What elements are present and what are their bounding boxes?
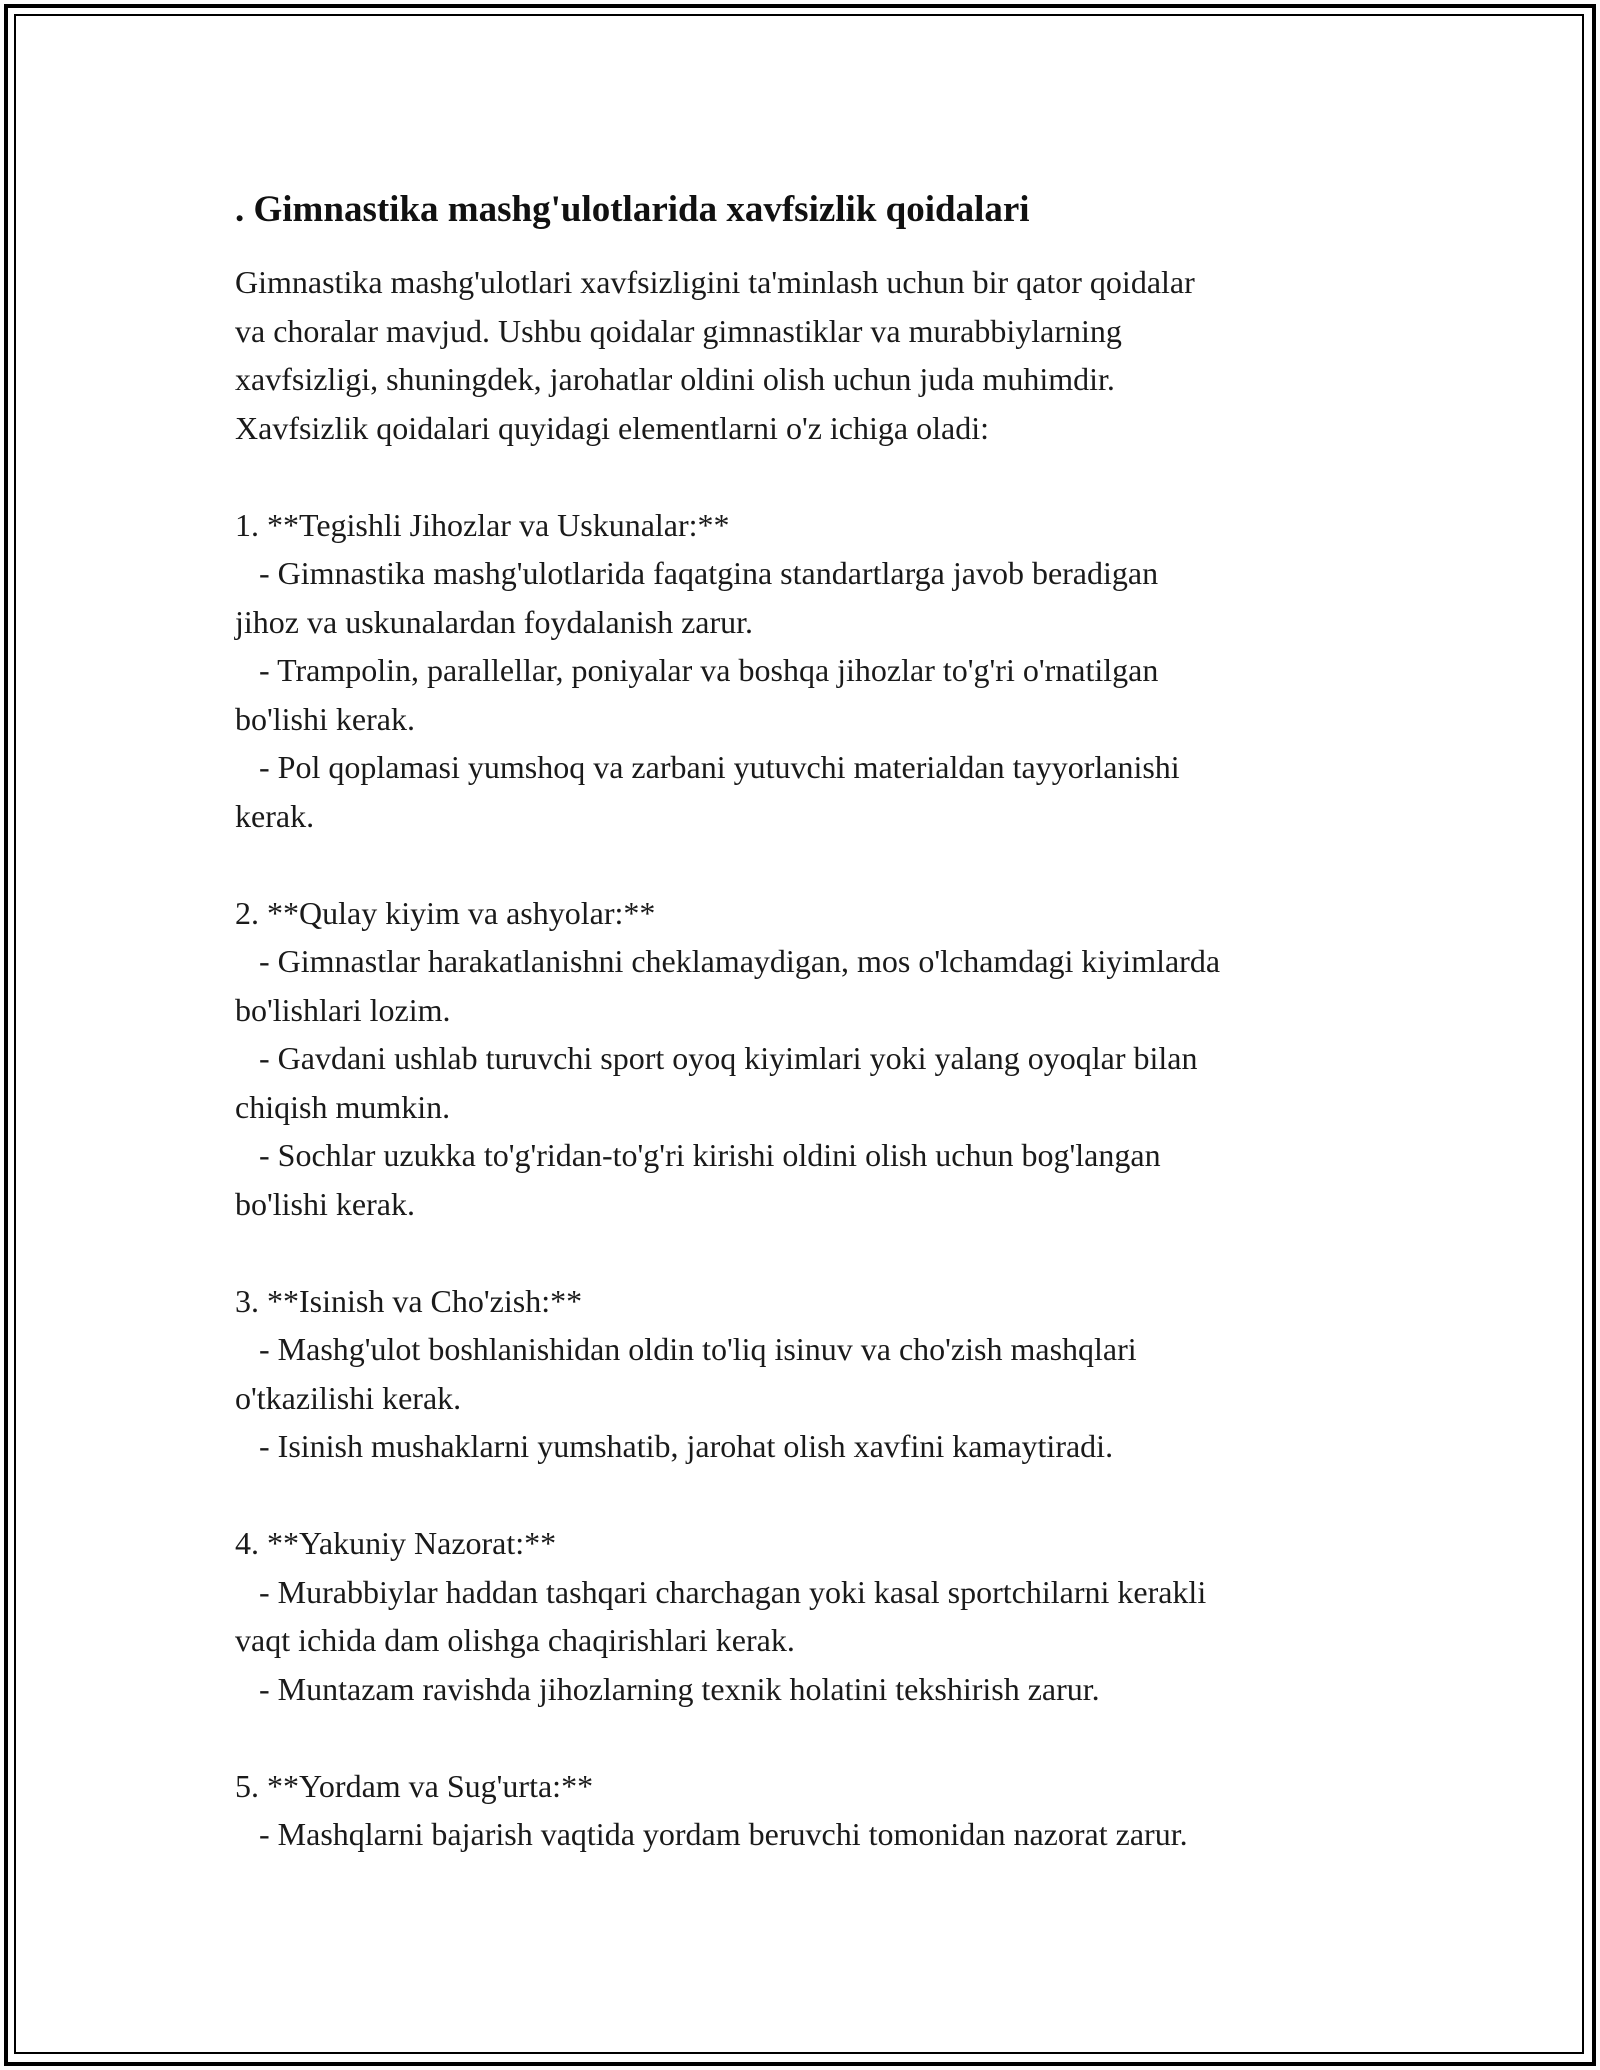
text-line: 5. **Yordam va Sug'urta:** <box>235 1767 594 1804</box>
document-body <box>235 186 1395 1859</box>
text-line: jihoz va uskunalardan foydalanish zarur. <box>235 603 754 640</box>
text-line: - Mashqlarni bajarish vaqtida yordam beruvchi tomonidan nazorat zarur. <box>235 1816 1188 1852</box>
document-title: . Gimnastika mashg'ulotlarida xavfsizlik qoidalari <box>235 189 1030 230</box>
text-line: bo'lishi kerak. <box>235 700 415 737</box>
text-line: o'tkazilishi kerak. <box>235 1379 462 1416</box>
text-line: - Gavdani ushlab turuvchi sport oyoq kiyimlari yoki yalang oyoqlar bilan <box>235 1040 1198 1076</box>
blank-line <box>235 452 1395 501</box>
text-line: - Mashg'ulot boshlanishidan oldin to'liq isinuv va cho'zish mashqlari <box>235 1331 1137 1367</box>
text-line: chiqish mumkin. <box>235 1088 451 1125</box>
text-line: - Gimnastlar harakatlanishni cheklamaydigan, mos o'lchamdagi kiyimlarda <box>235 943 1221 979</box>
text-line: bo'lishi kerak. <box>235 1185 415 1222</box>
blank-line <box>235 840 1395 889</box>
text-line: Xavfsizlik qoidalari quyidagi elementlarni o'z ichiga oladi: <box>235 409 989 446</box>
text-line: 4. **Yakuniy Nazorat:** <box>235 1525 557 1561</box>
text-line: 3. **Isinish va Cho'zish:** <box>235 1282 583 1319</box>
text-line: - Murabbiylar haddan tashqari charchagan yoki kasal sportchilarni kerakli <box>235 1573 1207 1610</box>
text-line: kerak. <box>235 797 315 834</box>
text-line: - Trampolin, parallellar, poniyalar va boshqa jihozlar to'g'ri o'rnatilgan <box>235 652 1159 688</box>
text-line: 2. **Qulay kiyim va ashyolar:** <box>235 894 656 931</box>
document-text <box>235 258 1395 1859</box>
text-line: 1. **Tegishli Jihozlar va Uskunalar:** <box>235 506 730 543</box>
text-line: bo'lishlari lozim. <box>235 991 451 1028</box>
blank-line <box>235 1471 1395 1520</box>
text-line: xavfsizligi, shuningdek, jarohatlar oldini olish uchun juda muhimdir. <box>235 361 1115 397</box>
text-line: - Sochlar uzukka to'g'ridan-to'g'ri kirishi oldini olish uchun bog'langan <box>235 1137 1161 1173</box>
text-line: vaqt ichida dam olishga chaqirishlari kerak. <box>235 1622 795 1658</box>
text-line: - Gimnastika mashg'ulotlarida faqatgina standartlarga javob beradigan <box>235 555 1159 591</box>
text-line: - Pol qoplamasi yumshoq va zarbani yutuvchi materialdan tayyorlanishi <box>235 749 1180 785</box>
blank-line <box>235 1228 1395 1277</box>
text-line: - Isinish mushaklarni yumshatib, jarohat olish xavfini kamaytiradi. <box>235 1428 1114 1464</box>
blank-line <box>235 1713 1395 1762</box>
text-line: - Muntazam ravishda jihozlarning texnik holatini tekshirish zarur. <box>235 1670 1100 1707</box>
text-line: Gimnastika mashg'ulotlari xavfsizligini ta'minlash uchun bir qator qoidalar <box>235 264 1195 300</box>
text-line: va choralar mavjud. Ushbu qoidalar gimnastiklar va murabbiylarning <box>235 312 1122 349</box>
